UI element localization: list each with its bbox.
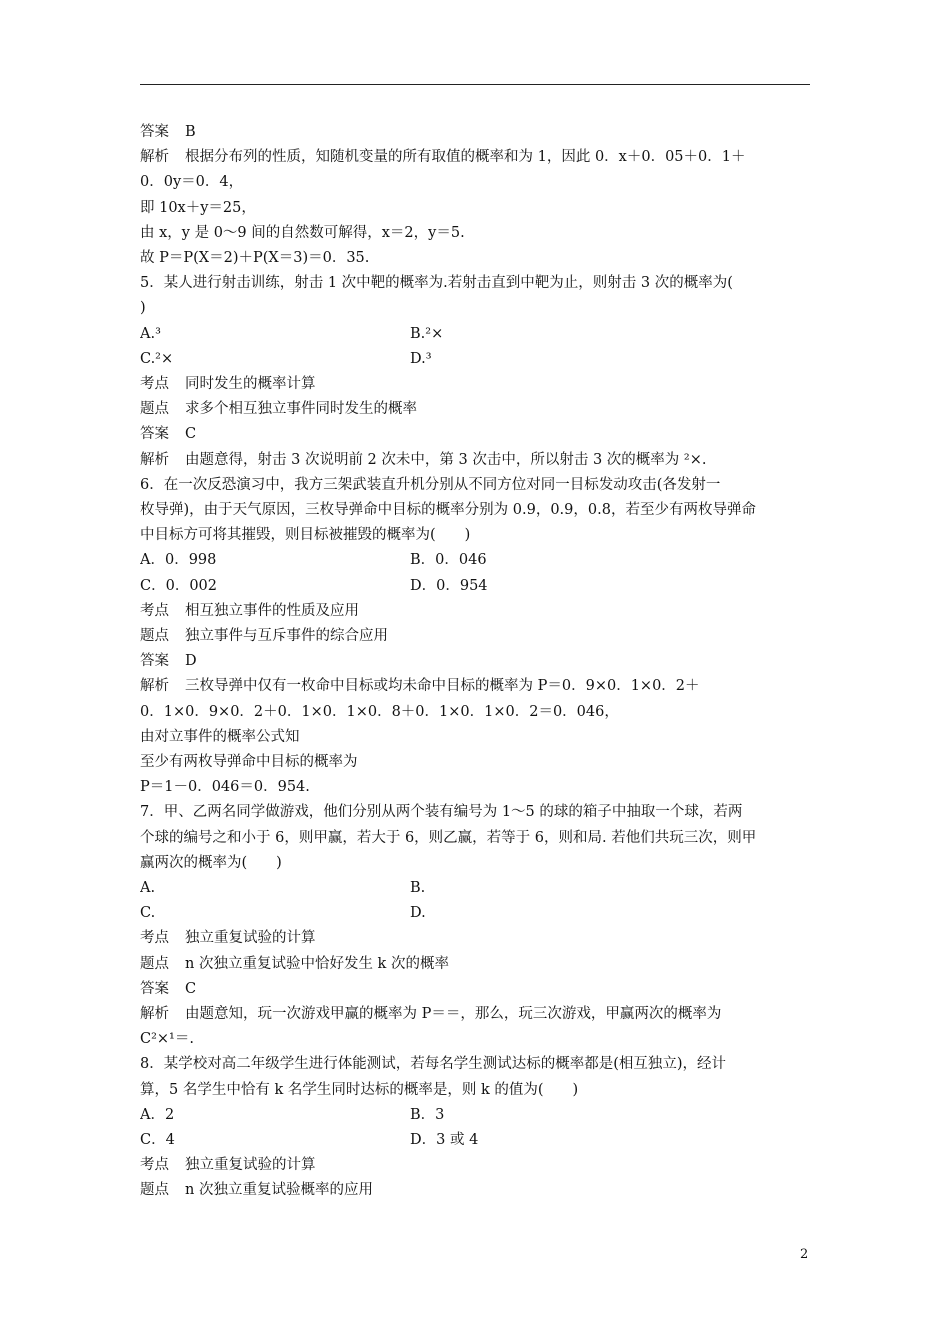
- line-text: 解析: [140, 451, 169, 468]
- text-line: [140, 145, 820, 169]
- text-line: [140, 422, 820, 446]
- option-right: B．3: [410, 1106, 445, 1123]
- text-line: [140, 1103, 820, 1127]
- line-text: 答案: [140, 124, 169, 140]
- line-text: P＝1－0．046＝0．954.: [140, 779, 310, 796]
- line-text: 答案: [140, 653, 169, 670]
- line-text: A.: [140, 880, 156, 896]
- line-text: 算，5 名学生中恰有 k 名学生同时达标的概率是，则 k 的值为( ): [140, 1081, 579, 1098]
- text-line: [140, 851, 820, 875]
- text-line: [140, 246, 820, 270]
- text-line: [140, 599, 820, 623]
- line-text: A.³: [140, 325, 161, 342]
- text-line: [140, 523, 820, 547]
- text-line: [140, 901, 820, 925]
- text-line: [140, 448, 820, 472]
- line-text: C²×¹＝.: [140, 1031, 194, 1048]
- text-line: [140, 674, 820, 698]
- text-line: [140, 196, 820, 220]
- line-text: 考点: [140, 930, 169, 947]
- line-text: 考点: [140, 602, 169, 619]
- text-line: [140, 397, 820, 421]
- line-content: D: [185, 653, 197, 670]
- line-text: 解析: [140, 678, 169, 695]
- line-text: 由对立事件的概率公式知: [140, 728, 300, 745]
- line-text: 答案: [140, 426, 169, 443]
- line-text: 至少有两枚导弹命中目标的概率为: [140, 754, 358, 770]
- text-line: [140, 574, 820, 598]
- text-line: [140, 1128, 820, 1152]
- line-text: 故 P＝P(X＝2)＋P(X＝3)＝0．35.: [140, 250, 370, 266]
- line-text: 7．甲、乙两名同学做游戏，他们分别从两个装有编号为 1～5 的球的箱子中抽取一个球，若两: [140, 804, 743, 821]
- text-line: [140, 1002, 820, 1026]
- text-line: [140, 624, 820, 648]
- line-text: C.²×: [140, 350, 174, 367]
- text-line: [140, 170, 820, 194]
- line-content: 独立重复试验的计算: [185, 930, 316, 947]
- text-line: [140, 548, 820, 572]
- option-right: B.²×: [410, 325, 444, 342]
- text-line: [140, 800, 820, 824]
- line-text: 个球的编号之和小于 6，则甲赢，若大于 6，则乙赢，若等于 6，则和局. 若他们共玩三次，则甲: [140, 829, 757, 846]
- line-text: 答案: [140, 980, 169, 997]
- line-text: 由 x，y 是 0～9 间的自然数可解得，x＝2，y＝5.: [140, 224, 465, 241]
- line-content: 三枚导弹中仅有一枚命中目标或均未命中目标的概率为 P＝0．9×0．1×0．2＋: [185, 678, 700, 695]
- option-right: D.: [410, 905, 426, 922]
- page-number: 2: [800, 1247, 809, 1262]
- text-line: [140, 498, 820, 522]
- text-line: [140, 372, 820, 396]
- text-line: [140, 322, 820, 346]
- line-content: C: [185, 980, 197, 997]
- text-line: [140, 120, 820, 144]
- line-text: 8．某学校对高二年级学生进行体能测试，若每名学生测试达标的概率都是(相互独立)，经计: [140, 1056, 727, 1073]
- text-line: [140, 271, 820, 295]
- line-text: 0．0y＝0．4，: [140, 174, 244, 191]
- line-text: 解析: [140, 1006, 169, 1022]
- line-content: 相互独立事件的性质及应用: [185, 602, 359, 619]
- text-line: [140, 1178, 820, 1202]
- line-text: 中目标方可将其摧毁，则目标被摧毁的概率为( ): [140, 527, 471, 544]
- text-line: [140, 876, 820, 900]
- line-content: 独立重复试验的计算: [185, 1157, 316, 1174]
- text-line: [140, 977, 820, 1001]
- text-line: [140, 296, 820, 320]
- text-line: [140, 473, 820, 497]
- line-content: 求多个相互独立事件同时发生的概率: [185, 401, 417, 418]
- line-text: 枚导弹)，由于天气原因，三枚导弹命中目标的概率分别为 0.9，0.9，0.8，若至少有两枚导弹命: [140, 502, 756, 518]
- text-line: [140, 1052, 820, 1076]
- text-line: [140, 221, 820, 245]
- line-text: 即 10x＋y＝25，: [140, 199, 256, 216]
- text-line: [140, 700, 820, 724]
- line-text: C.: [140, 905, 156, 922]
- line-content: n 次独立重复试验中恰好发生 k 次的概率: [185, 955, 449, 972]
- line-content: C: [185, 426, 197, 443]
- line-content: 由题意得，射击 3 次说明前 2 次未中，第 3 次击中，所以射击 3 次的概率为 ²×.: [185, 451, 707, 468]
- text-line: [140, 649, 820, 673]
- option-right: B.: [410, 880, 426, 896]
- text-line: [140, 725, 820, 749]
- line-text: 题点: [140, 401, 169, 418]
- line-content: 由题意知，玩一次游戏甲赢的概率为 P＝＝，那么，玩三次游戏，甲赢两次的概率为: [185, 1006, 722, 1022]
- line-text: 题点: [140, 955, 169, 972]
- line-content: 根据分布列的性质，知随机变量的所有取值的概率和为 1，因此 0．x＋0．05＋0．1＋: [185, 149, 746, 166]
- line-text: 赢两次的概率为( ): [140, 854, 282, 871]
- text-line: [140, 1027, 820, 1051]
- line-text: 考点: [140, 1157, 169, 1174]
- line-content: 独立事件与互斥事件的综合应用: [185, 628, 388, 644]
- text-line: [140, 826, 820, 850]
- text-line: [140, 347, 820, 371]
- option-right: D．0．954: [410, 577, 488, 594]
- line-text: C．4: [140, 1132, 175, 1148]
- line-text: A．2: [140, 1106, 175, 1123]
- line-text: ): [140, 300, 146, 317]
- option-right: D.³: [410, 350, 432, 367]
- header-rule: [140, 84, 810, 85]
- line-text: 6．在一次反恐演习中，我方三架武装直升机分别从不同方位对同一目标发动攻击(各发射一: [140, 476, 721, 493]
- line-text: 解析: [140, 149, 169, 166]
- line-text: C．0．002: [140, 577, 217, 594]
- line-text: 0．1×0．9×0．2＋0．1×0．1×0．8＋0．1×0．1×0．2＝0．046，: [140, 703, 619, 720]
- text-line: [140, 1153, 820, 1177]
- line-text: 题点: [140, 1182, 169, 1199]
- line-text: 5．某人进行射击训练，射击 1 次中靶的概率为.若射击直到中靶为止，则射击 3 次的概率为(: [140, 275, 733, 292]
- line-content: n 次独立重复试验概率的应用: [185, 1182, 373, 1199]
- line-text: 考点: [140, 376, 169, 392]
- line-content: B: [185, 124, 196, 140]
- text-line: [140, 926, 820, 950]
- text-line: [140, 952, 820, 976]
- line-content: 同时发生的概率计算: [185, 376, 316, 392]
- text-line: [140, 1078, 820, 1102]
- text-line: [140, 775, 820, 799]
- option-right: B．0．046: [410, 552, 487, 569]
- line-text: A．0．998: [140, 552, 217, 569]
- option-right: D．3 或 4: [410, 1132, 479, 1148]
- line-text: 题点: [140, 628, 169, 644]
- text-line: [140, 750, 820, 774]
